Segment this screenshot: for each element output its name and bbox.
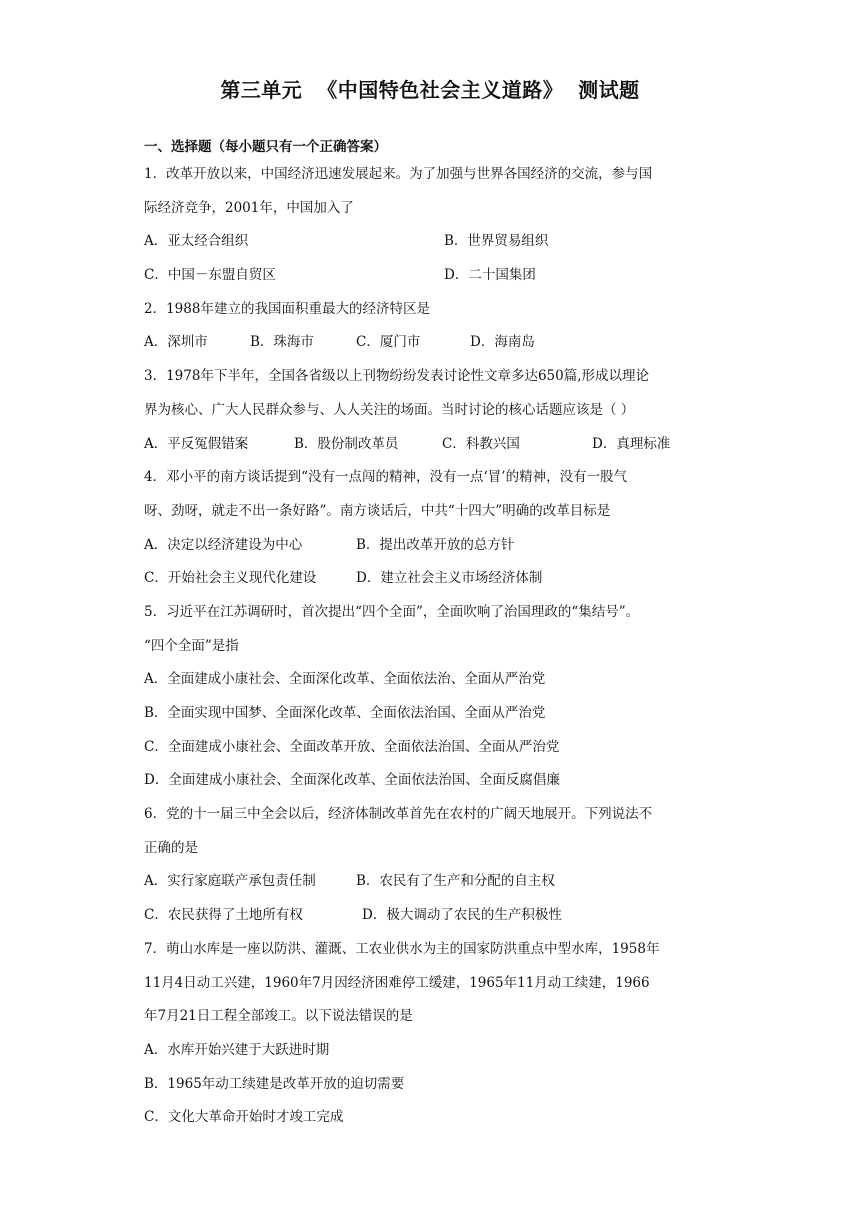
question-7-option-a: A．水库开始兴建于大跃进时期 xyxy=(144,1041,330,1058)
question-2-options-row xyxy=(144,326,724,360)
question-4-option-b: B．提出改革开放的总方针 xyxy=(356,536,515,553)
question-7-option-b: B．1965年动工续建是改革开放的迫切需要 xyxy=(144,1075,405,1092)
question-2-option-a: A．深圳市 xyxy=(144,334,208,351)
question-6-option-b: B．农民有了生产和分配的自主权 xyxy=(356,873,555,890)
question-3-stem-line-1: 3．1978年下半年，全国各省级以上刊物纷纷发表讨论性文章多达650篇,形成以理论 xyxy=(144,368,650,385)
question-2-option-d: D．海南岛 xyxy=(470,334,535,351)
question-4-options-row-1 xyxy=(144,529,724,563)
question-6-option-d: D．极大调动了农民的生产积极性 xyxy=(362,907,562,924)
question-4-option-a: A．决定以经济建设为中心 xyxy=(144,536,303,553)
question-3-option-d: D．真理标准 xyxy=(592,435,671,452)
question-1-options-row-2 xyxy=(144,259,724,293)
question-1-option-a: A．亚太经合组织 xyxy=(144,233,249,250)
question-5-option-d: D．全面建成小康社会、全面深化改革、全面依法治国、全面反腐倡廉 xyxy=(144,772,560,789)
section-heading: 一、选择题（每小题只有一个正确答案） xyxy=(144,139,387,155)
question-4-option-c: C．开始社会主义现代化建设 xyxy=(144,570,317,587)
question-6-stem-line-1: 6．党的十一届三中全会以后，经济体制改革首先在农村的广阔天地展开。下列说法不 xyxy=(144,806,653,823)
question-2-option-b: B．珠海市 xyxy=(250,334,314,351)
question-3-stem-line-2: 界为核心、广大人民群众参与、人人关注的场面。当时讨论的核心话题应该是（ ） xyxy=(144,401,635,418)
question-list xyxy=(144,158,724,1135)
question-6-options-row-1 xyxy=(144,865,724,899)
question-7-stem-line-3: 年7月21日工程全部竣工。以下说法错误的是 xyxy=(144,1008,413,1025)
question-4-stem-line-1: 4．邓小平的南方谈话提到“没有一点闯的精神，没有一点‘冒’的精神，没有一股气 xyxy=(144,469,628,486)
question-2-option-c: C．厦门市 xyxy=(356,334,421,351)
question-4-options-row-2 xyxy=(144,562,724,596)
page-title: 第三单元 《中国特色社会主义道路》 测试题 xyxy=(220,78,640,102)
question-6-options-row-2 xyxy=(144,899,724,933)
question-7-stem-line-1: 7．萌山水库是一座以防洪、灌溉、工农业供水为主的国家防洪重点中型水库，1958年 xyxy=(144,940,660,957)
question-5-option-c: C．全面建成小康社会、全面改革开放、全面依法治国、全面从严治党 xyxy=(144,738,560,755)
question-1-option-c: C．中国－东盟自贸区 xyxy=(144,267,276,284)
question-3-option-c: C．科教兴国 xyxy=(442,435,520,452)
question-6-option-c: C．农民获得了土地所有权 xyxy=(144,907,303,924)
question-2-stem-line-1: 2．1988年建立的我国面积重最大的经济特区是 xyxy=(144,300,430,317)
question-4-option-d: D．建立社会主义市场经济体制 xyxy=(356,570,543,587)
question-6-stem-line-2: 正确的是 xyxy=(144,839,198,856)
question-5-option-a: A．全面建成小康社会、全面深化改革、全面依法治、全面从严治党 xyxy=(144,671,546,688)
question-7-stem-line-2: 11月4日动工兴建，1960年7月因经济困难停工缓建，1965年11月动工续建，1966 xyxy=(144,974,650,991)
question-1-stem-line-2: 际经济竞争，2001年，中国加入了 xyxy=(144,199,354,216)
question-7-option-c: C．文化大革命开始时才竣工完成 xyxy=(144,1109,344,1126)
question-5-option-b: B．全面实现中国梦、全面深化改革、全面依法治国、全面从严治党 xyxy=(144,705,546,721)
question-3-option-b: B．股份制改革员 xyxy=(294,435,399,452)
question-5-stem-line-2: “四个全面”是指 xyxy=(144,637,239,654)
question-1-option-b: B．世界贸易组织 xyxy=(444,233,549,250)
question-3-option-a: A．平反冤假错案 xyxy=(144,435,249,452)
question-6-option-a: A．实行家庭联产承包责任制 xyxy=(144,873,316,890)
question-4-stem-line-2: 呀、劲呀，就走不出一条好路”。南方谈话后，中共“十四大”明确的改革目标是 xyxy=(144,502,611,519)
question-3-options-row xyxy=(144,428,724,462)
question-1-option-d: D．二十国集团 xyxy=(444,267,536,284)
question-1-options-row-1 xyxy=(144,225,724,259)
question-5-stem-line-1: 5．习近平在江苏调研时，首次提出“四个全面”，全面吹响了治国理政的“集结号”。 xyxy=(144,603,640,620)
question-1-stem-line-1: 1．改革开放以来，中国经济迅速发展起来。为了加强与世界各国经济的交流，参与国 xyxy=(144,166,653,182)
